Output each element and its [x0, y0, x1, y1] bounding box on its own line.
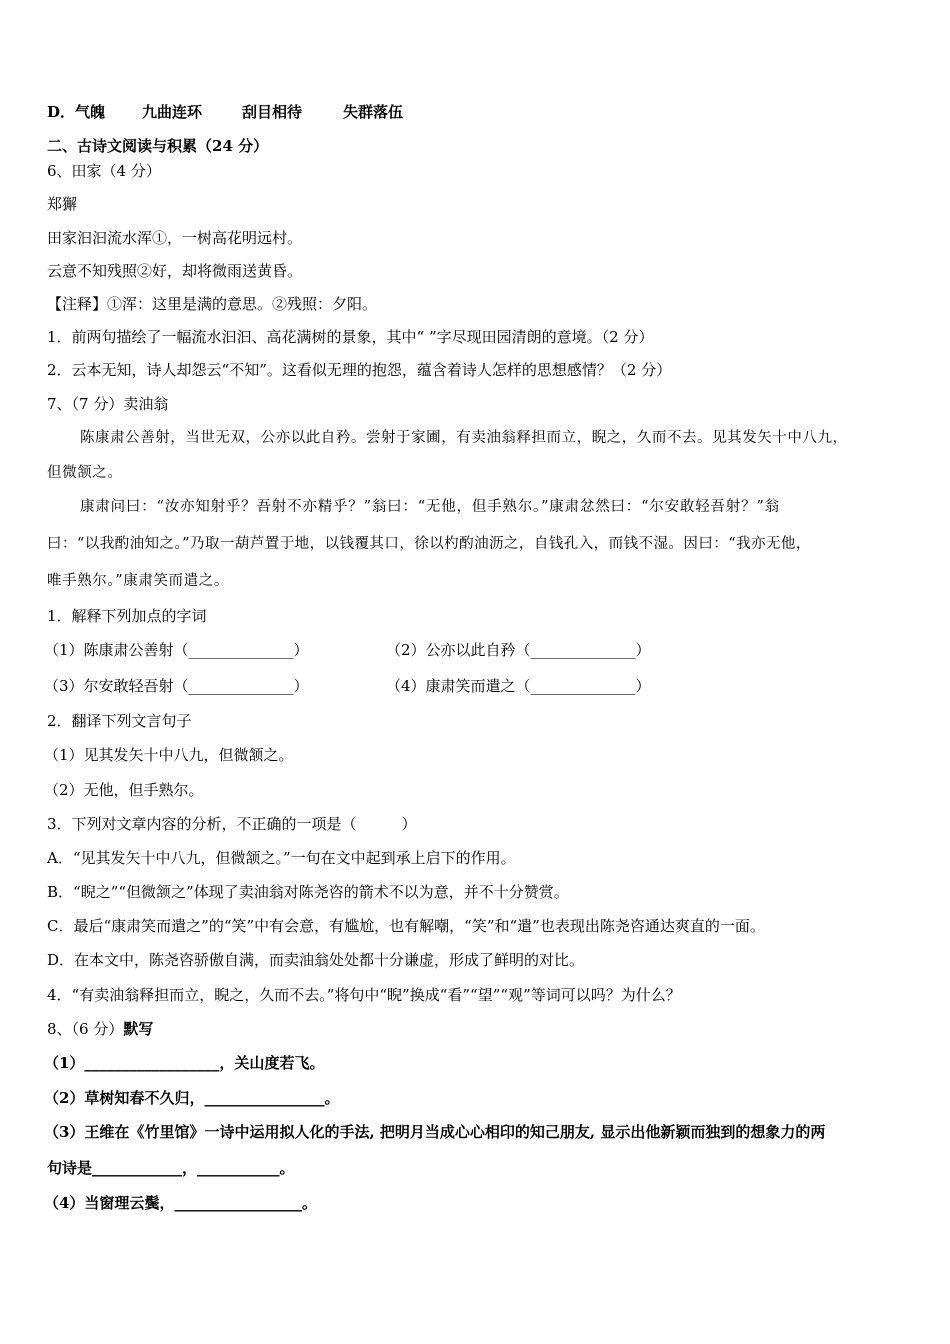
q7-title: 7、（7 分）卖油翁 [47, 395, 169, 413]
option-d-row [47, 102, 404, 122]
q7-sub-2-b: （2）无他，但手熟尔。 [44, 781, 204, 799]
q8-item-1: （1）__________________，关山度若飞。 [44, 1054, 325, 1072]
q7-sub-1-title: 1．解释下列加点的字词 [47, 607, 207, 625]
q7-option-b: B．“睨之”“但微颔之”体现了卖油翁对陈尧咨的箭术不以为意，并不十分赞赏。 [47, 883, 569, 901]
q8-item-2: （2）草树知春不久归，________________。 [44, 1089, 340, 1107]
q6-author: 郑獬 [47, 195, 78, 213]
q8-item-3-line-1: （3）王维在《竹里馆》一诗中运用拟人化的手法, 把明月当成心心相印的知己朋友, 显示出他新颖而独到的想象力的两 [44, 1123, 826, 1141]
option-d-word-3: 刮目相待 [242, 103, 303, 121]
q7-sub-1-c: （3）尔安敢轻吾射（______________） [44, 677, 309, 695]
q6-poem-line-2: 云意不知残照②好，却将微雨送黄昏。 [47, 262, 303, 280]
q7-para-2-line-2: 曰：“以我酌油知之。”乃取一葫芦置于地，以钱覆其口，徐以杓酌油沥之，自钱孔入，而钱不湿。因曰：“我亦无他， [47, 536, 811, 552]
q7-sub-1-b: （2）公亦以此自矜（______________） [386, 641, 651, 659]
q7-option-a: A．“见其发矢十中八九，但微颔之。”一句在文中起到承上启下的作用。 [47, 849, 516, 867]
q7-sub-4: 4．“有卖油翁释担而立，睨之，久而不去。”将句中“睨”换成“看”“望”“观”等词可以吗？为什么？ [47, 986, 681, 1004]
q6-sub-2: 2．云本无知，诗人却怨云“不知”。这看似无理的抱怨，蕴含着诗人怎样的思想感情？（2 分） [47, 361, 672, 379]
q6-poem-line-1: 田家汩汩流水浑①，一树高花明远村。 [47, 229, 303, 247]
q7-sub-3-title: 3．下列对文章内容的分析，不正确的一项是（ ） [47, 815, 417, 833]
option-d-label: D．气魄 [47, 103, 106, 121]
q8-item-3-line-2: 句诗是____________，___________。 [47, 1159, 295, 1177]
q6-sub-1: 1．前两句描绘了一幅流水汩汩、高花满树的景象，其中“ ”字尽现田园清朗的意境。（2 分） [47, 328, 654, 346]
q7-sub-1-d: （4）康肃笑而遣之（______________） [386, 677, 651, 695]
section-2-heading: 二、古诗文阅读与积累（24 分） [47, 137, 269, 155]
q7-para-2-line-1: 康肃问曰：“汝亦知射乎？吾射不亦精乎？”翁曰：“无他，但手熟尔。”康肃忿然曰：“尔安敢轻吾射？”翁 [80, 499, 780, 515]
option-d-word-4: 失群落伍 [343, 103, 404, 121]
q8-title-prefix: 8、（6 分） [47, 1020, 124, 1038]
q8-title-bold: 默写 [123, 1020, 154, 1038]
q7-para-2-line-3: 唯手熟尔。”康肃笑而遣之。 [47, 573, 229, 589]
q7-para-1-line-1: 陈康肃公善射，当世无双，公亦以此自矜。尝射于家圃，有卖油翁释担而立，睨之，久而不去。见其发矢十中八九， [80, 430, 848, 446]
q7-option-c: C．最后“康肃笑而遣之”的“笑”中有会意，有尴尬，也有解嘲，“笑”和“遣”也表现出陈尧咨通达爽直的一面。 [47, 917, 765, 935]
q7-para-1-line-2: 但微颔之。 [47, 465, 123, 481]
q7-sub-2-title: 2．翻译下列文言句子 [47, 712, 192, 730]
q8-item-4: （4）当窗理云鬓，_________________。 [44, 1194, 317, 1212]
q7-sub-2-a: （1）见其发矢十中八九，但微颔之。 [44, 746, 294, 764]
q7-sub-1-a: （1）陈康肃公善射（______________） [44, 641, 309, 659]
q6-title: 6、田家（4 分） [47, 162, 161, 180]
option-d-word-2: 九曲连环 [142, 103, 203, 121]
q7-option-d: D．在本文中，陈尧咨骄傲自满，而卖油翁处处都十分谦虚，形成了鲜明的对比。 [47, 951, 585, 969]
q8-title [47, 1019, 153, 1039]
q6-note: 【注释】①浑：这里是满的意思。②残照：夕阳。 [47, 295, 378, 313]
